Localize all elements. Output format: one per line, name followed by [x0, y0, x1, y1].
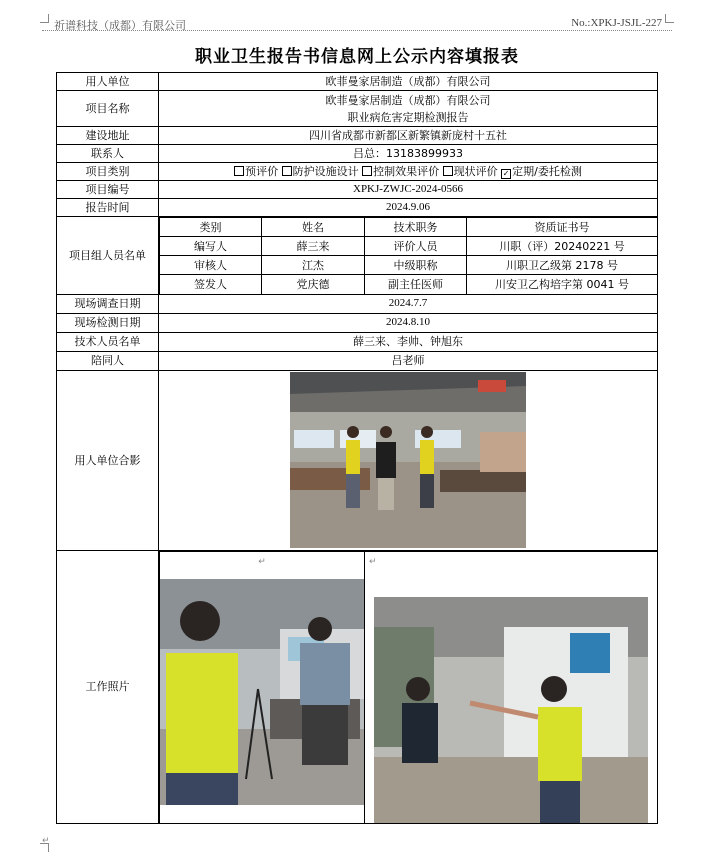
- project-name-label: 项目名称: [57, 91, 159, 127]
- work-photo-1-image: [160, 579, 364, 805]
- work-photos-cell: [159, 550, 658, 823]
- team-cell-cert: 川职（评）20240221 号: [467, 237, 658, 256]
- contact-label: 联系人: [57, 145, 159, 163]
- team-cell-title: 副主任医师: [365, 275, 467, 294]
- escort-value: 吕老师: [159, 351, 658, 370]
- work-photo-1-cell: [160, 551, 365, 823]
- employer-value: 欧菲曼家居制造（成都）有限公司: [159, 73, 658, 91]
- employer-label: 用人单位: [57, 73, 159, 91]
- address-value: 四川省成都市新都区新繁镇新庞村十五社: [159, 127, 658, 145]
- header-rule: [42, 30, 672, 31]
- work-photo-2-cell: [365, 551, 658, 823]
- team-cell-name: 薛三来: [262, 237, 365, 256]
- team-cell-cert: 川安卫乙构培字第 0041 号: [467, 275, 658, 294]
- checkbox-checked-icon[interactable]: [501, 169, 511, 179]
- option-protection-design[interactable]: 防护设施设计: [282, 165, 359, 178]
- escort-label: 陪同人: [57, 351, 159, 370]
- group-photo-cell: [159, 370, 658, 550]
- work-photos-grid: [159, 551, 657, 823]
- tech-staff-value: 薛三来、李帅、钟旭东: [159, 332, 658, 351]
- page-title: 职业卫生报告书信息网上公示内容填报表: [195, 47, 519, 67]
- team-header-title: 技术职务: [365, 218, 467, 237]
- paragraph-mark-icon: ↵: [369, 556, 377, 567]
- team-header-category: 类别: [160, 218, 262, 237]
- survey-date-value: 2024.7.7: [159, 294, 658, 313]
- category-label: 项目类别: [57, 163, 159, 181]
- checkbox-icon[interactable]: [234, 166, 244, 176]
- table-row: [160, 237, 658, 256]
- table-row: [160, 256, 658, 275]
- survey-date-label: 现场调查日期: [57, 294, 159, 313]
- header-company: 祈谱科技（成都）有限公司: [54, 19, 186, 32]
- checkbox-icon[interactable]: [282, 166, 292, 176]
- test-date-value: 2024.8.10: [159, 313, 658, 332]
- project-name-line1: 欧菲曼家居制造（成都）有限公司: [325, 93, 491, 107]
- option-pre-evaluation[interactable]: 预评价: [234, 165, 278, 178]
- team-cell-role: 签发人: [160, 275, 262, 294]
- work-photo-2-image: [374, 597, 648, 823]
- checkbox-icon[interactable]: [362, 166, 372, 176]
- category-options: [159, 163, 658, 181]
- team-cell-cert: 川职卫乙级第 2178 号: [467, 256, 658, 275]
- team-cell-role: 审核人: [160, 256, 262, 275]
- group-photo-label: 用人单位合影: [57, 370, 159, 550]
- info-form-table: [56, 72, 658, 824]
- team-cell-title: 评价人员: [365, 237, 467, 256]
- work-photos-label: 工作照片: [57, 550, 159, 823]
- corner-mark-top-right: [665, 14, 674, 23]
- report-date-value: 2024.9.06: [159, 199, 658, 217]
- option-control-effect[interactable]: 控制效果评价: [362, 165, 439, 178]
- corner-mark-top-left: [40, 14, 49, 23]
- address-label: 建设地址: [57, 127, 159, 145]
- project-name-value: [159, 91, 658, 127]
- header-doc-no: No.:XPKJ-JSJL-227: [571, 17, 662, 29]
- team-header-cert: 资质证书号: [467, 218, 658, 237]
- option-status-evaluation[interactable]: 现状评价: [443, 165, 498, 178]
- team-header-name: 姓名: [262, 218, 365, 237]
- report-date-label: 报告时间: [57, 199, 159, 217]
- contact-value: 吕总：13183899933: [159, 145, 658, 163]
- table-row: [160, 275, 658, 294]
- checkbox-icon[interactable]: [443, 166, 453, 176]
- tech-staff-label: 技术人员名单: [57, 332, 159, 351]
- paragraph-mark-icon: ↵: [258, 556, 266, 567]
- team-label: 项目组人员名单: [57, 217, 159, 295]
- team-table: [159, 217, 657, 294]
- team-cell-title: 中级职称: [365, 256, 467, 275]
- project-name-line2: 职业病危害定期检测报告: [347, 110, 469, 124]
- team-cell: [159, 217, 658, 295]
- test-date-label: 现场检测日期: [57, 313, 159, 332]
- team-cell-role: 编写人: [160, 237, 262, 256]
- team-cell-name: 党庆德: [262, 275, 365, 294]
- project-no-value: XPKJ-ZWJC-2024-0566: [159, 181, 658, 199]
- option-periodic-test[interactable]: ✓ 定期/委托检测: [501, 165, 582, 178]
- paragraph-mark-icon: ↵: [42, 836, 50, 846]
- team-cell-name: 江杰: [262, 256, 365, 275]
- group-photo-image: [290, 372, 526, 548]
- project-no-label: 项目编号: [57, 181, 159, 199]
